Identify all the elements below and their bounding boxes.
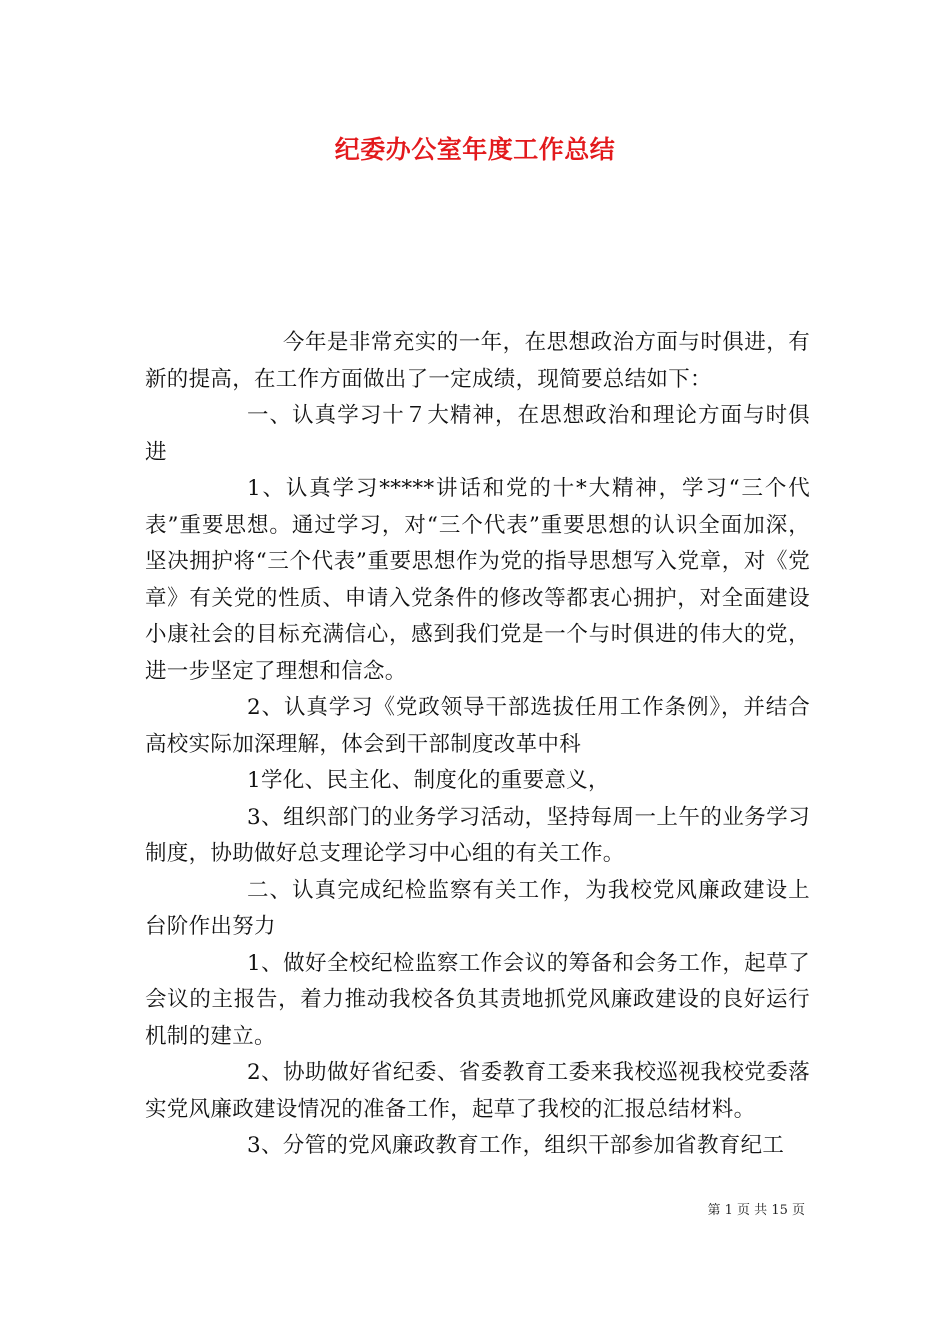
paragraph-2-3: 3、分管的党风廉政教育工作，组织干部参加省教育纪工	[247, 1133, 785, 1158]
paragraph-1-1: 1、认真学习*****讲话和党的十*大精神，学习“三个代表”重要思想。通过学习，对“三个代表”重要思想的认识全面加深，坚决拥护将“三个代表”重要思想作为党的指导思想写入党章，对《党章》有关党的性质、申请入党条件的修改等都衷心拥护，对全面建设小康社会的目标充满信心，感到我们党是一个与时俱进的伟大的党，进一步坚定了理想和信念。	[145, 476, 810, 684]
section-heading-1: 一、认真学习十７大精神，在思想政治和理论方面与时俱进	[145, 403, 810, 465]
paragraph-1-2: 2、认真学习《党政领导干部选拔任用工作条例》，并结合高校实际加深理解，体会到干部制度改革中科	[145, 695, 810, 757]
document-title: 纪委办公室年度工作总结	[334, 135, 616, 164]
paragraph-1-2-continued: 1学化、民主化、制度化的重要意义，	[247, 768, 610, 793]
page-number: 第 1 页 共 15 页	[707, 1203, 805, 1218]
paragraph-2-1: 1、做好全校纪检监察工作会议的筹备和会务工作，起草了会议的主报告，着力推动我校各负其责地抓党风廉政建设的良好运行机制的建立。	[145, 950, 810, 1049]
section-heading-2: 二、认真完成纪检监察有关工作，为我校党风廉政建设上台阶作出努力	[145, 877, 810, 939]
paragraph-1-3: 3、组织部门的业务学习活动，坚持每周一上午的业务学习制度，协助做好总支理论学习中心组的有关工作。	[145, 804, 810, 866]
intro-paragraph: 今年是非常充实的一年，在思想政治方面与时俱进，有新的提高，在工作方面做出了一定成绩，现简要总结如下：	[145, 330, 810, 392]
document-body	[145, 325, 810, 1165]
paragraph-2-2: 2、协助做好省纪委、省委教育工委来我校巡视我校党委落实党风廉政建设情况的准备工作，起草了我校的汇报总结材料。	[145, 1060, 810, 1122]
